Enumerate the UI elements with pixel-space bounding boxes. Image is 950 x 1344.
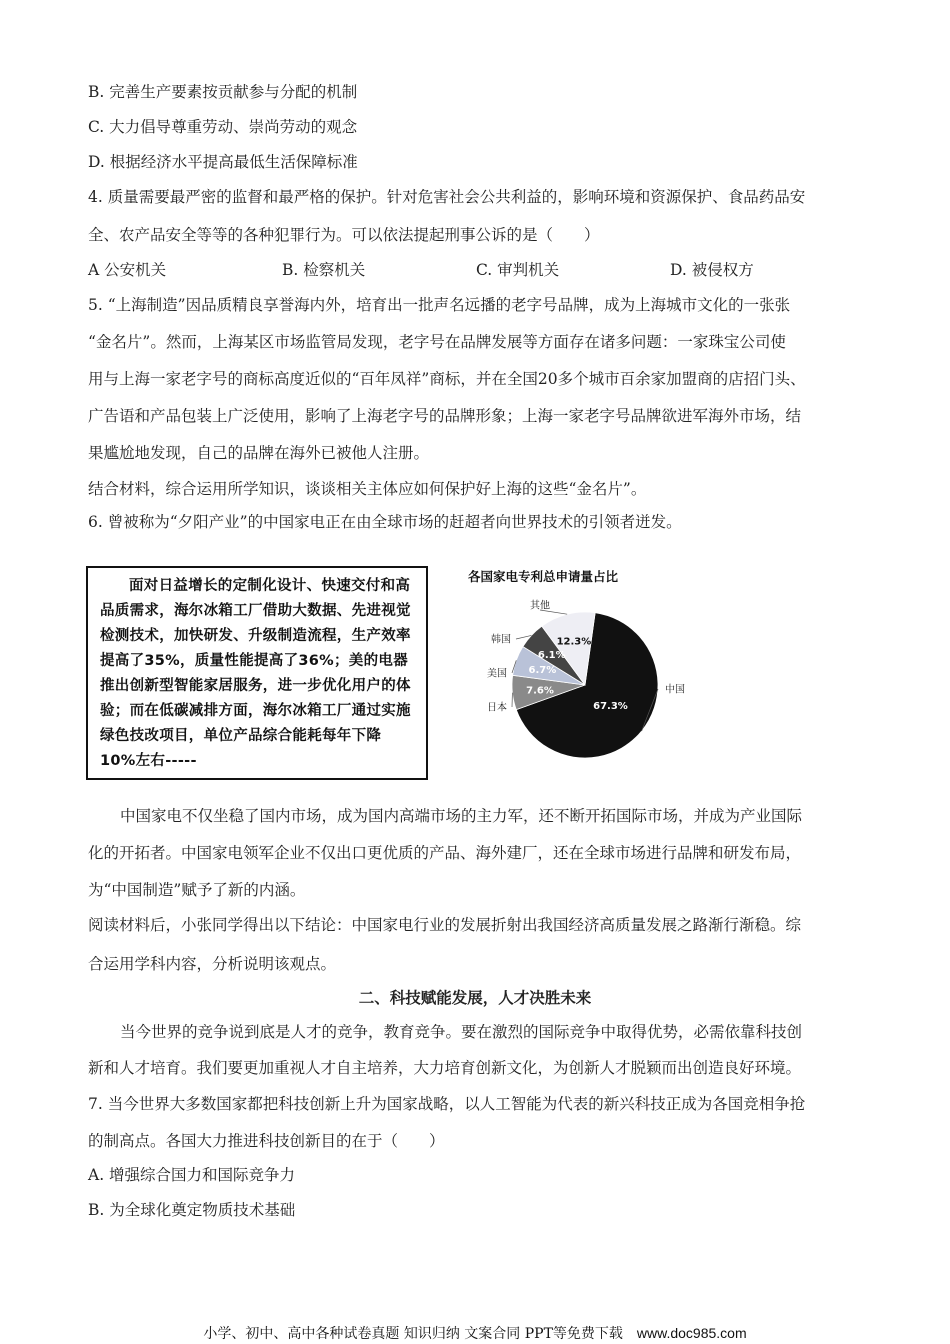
q6-para-line3: 为“中国制造”赋予了新的内涵。	[88, 881, 306, 899]
q4-option-b: B. 检察机关	[282, 261, 366, 279]
q7-stem-line2: 的制高点。各国大力推进科技创新目的在于（ ）	[88, 1132, 445, 1150]
section2-intro-line1: 当今世界的竞争说到底是人才的竞争，教育竞争。要在激烈的国际竞争中取得优势，必需依靠科技创	[120, 1023, 803, 1041]
pie-chart	[460, 563, 720, 768]
q5-line2: “金名片”。然而，上海某区市场监管局发现，老字号在品牌发展等方面存在诸多问题：一家珠宝公司使	[88, 333, 786, 351]
footer-text: 小学、初中、高中各种试卷真题 知识归纳 文案合同 PPT等免费下载	[203, 1326, 623, 1342]
q5-task: 结合材料，综合运用所学知识，谈谈相关主体应如何保护好上海的这些“金名片”。	[88, 480, 647, 498]
value-label-other: 12.3%	[556, 636, 592, 648]
q6-para-line2: 化的开拓者。中国家电领军企业不仅出口更优质的产品、海外建厂，还在全球市场进行品牌和研发布局，	[88, 844, 802, 862]
q5-line1: 5. “上海制造”因品质精良享誉海内外，培育出一批声名远播的老字号品牌，成为上海城市文化的一张张	[88, 296, 791, 314]
q3-option-b: B. 完善生产要素按贡献参与分配的机制	[88, 83, 358, 101]
material-box-text: 面对日益增长的定制化设计、快速交付和高品质需求，海尔冰箱工厂借助大数据、先进视觉检测技术，加快研发、升级制造流程，生产效率提高了35%，质量性能提高了36%；美的电器推出创新型智能家居服务，进一步优化用户的体验；而在低碳减排方面，海尔冰箱工厂通过实施绿色技改项目，单位产品综合能耗每年下降10%左右-----	[100, 578, 411, 769]
q4-stem-line1: 4. 质量需要最严密的监督和最严格的保护。针对危害社会公共利益的，影响环境和资源保护、食品药品安	[88, 188, 806, 206]
q6-para-line1: 中国家电不仅坐稳了国内市场，成为国内高端市场的主力军，还不断开拓国际市场，并成为产业国际	[120, 807, 803, 825]
value-label-china: 67.3%	[593, 701, 628, 713]
section2-intro-line2: 新和人才培育。我们要更加重视人才自主培养，大力培育创新文化，为创新人才脱颖而出创造良好环境。	[88, 1059, 802, 1077]
q6-task-line1: 阅读材料后，小张同学得出以下结论：中国家电行业的发展折射出我国经济高质量发展之路渐行渐稳。综	[88, 916, 802, 934]
category-label-china: 中国	[665, 684, 685, 696]
q6-task-line2: 合运用学科内容，分析说明该观点。	[88, 955, 337, 973]
q3-option-c: C. 大力倡导尊重劳动、崇尚劳动的观念	[88, 118, 358, 136]
value-label-usa: 6.7%	[528, 665, 557, 677]
value-label-japan: 7.6%	[526, 685, 554, 697]
q5-line5: 果尴尬地发现，自己的品牌在海外已被他人注册。	[88, 444, 430, 462]
category-label-korea: 韩国	[491, 634, 511, 646]
section-heading: 二、科技赋能发展，人才决胜未来	[358, 988, 592, 1007]
q4-option-c: C. 审判机关	[476, 261, 560, 279]
q4-stem-line2: 全、农产品安全等等的各种犯罪行为。可以依法提起刑事公诉的是（ ）	[88, 226, 600, 244]
q6-intro: 6. 曾被称为“夕阳产业”的中国家电正在由全球市场的赶超者向世界技术的引领者迸发。	[88, 513, 682, 531]
q7-option-a: A. 增强综合国力和国际竞争力	[88, 1166, 296, 1184]
q3-option-d: D. 根据经济水平提高最低生活保障标准	[88, 153, 358, 171]
footer-url[interactable]: www.doc985.com	[636, 1325, 747, 1341]
q5-line3: 用与上海一家老字号的商标高度近似的“百年凤祥”商标，并在全国20多个城市百余家加盟商的店招门头、	[88, 370, 806, 388]
q5-line4: 广告语和产品包装上广泛使用，影响了上海老字号的品牌形象；上海一家老字号品牌欲进军海外市场，结	[88, 407, 802, 425]
category-label-japan: 日本	[487, 702, 507, 714]
category-label-other: 其他	[530, 600, 550, 612]
category-label-usa: 美国	[487, 668, 507, 680]
footer	[0, 1323, 950, 1344]
q4-option-a: A 公安机关	[88, 261, 167, 279]
chart-title: 各国家电专利总申请量占比	[468, 569, 619, 584]
value-label-korea: 6.1%	[537, 649, 566, 661]
q7-stem-line1: 7. 当今世界大多数国家都把科技创新上升为国家战略，以人工智能为代表的新兴科技正成为各国竞相争抢	[88, 1095, 806, 1113]
q7-option-b: B. 为全球化奠定物质技术基础	[88, 1201, 296, 1219]
material-box	[86, 566, 428, 780]
q4-option-d: D. 被侵权方	[670, 261, 754, 279]
